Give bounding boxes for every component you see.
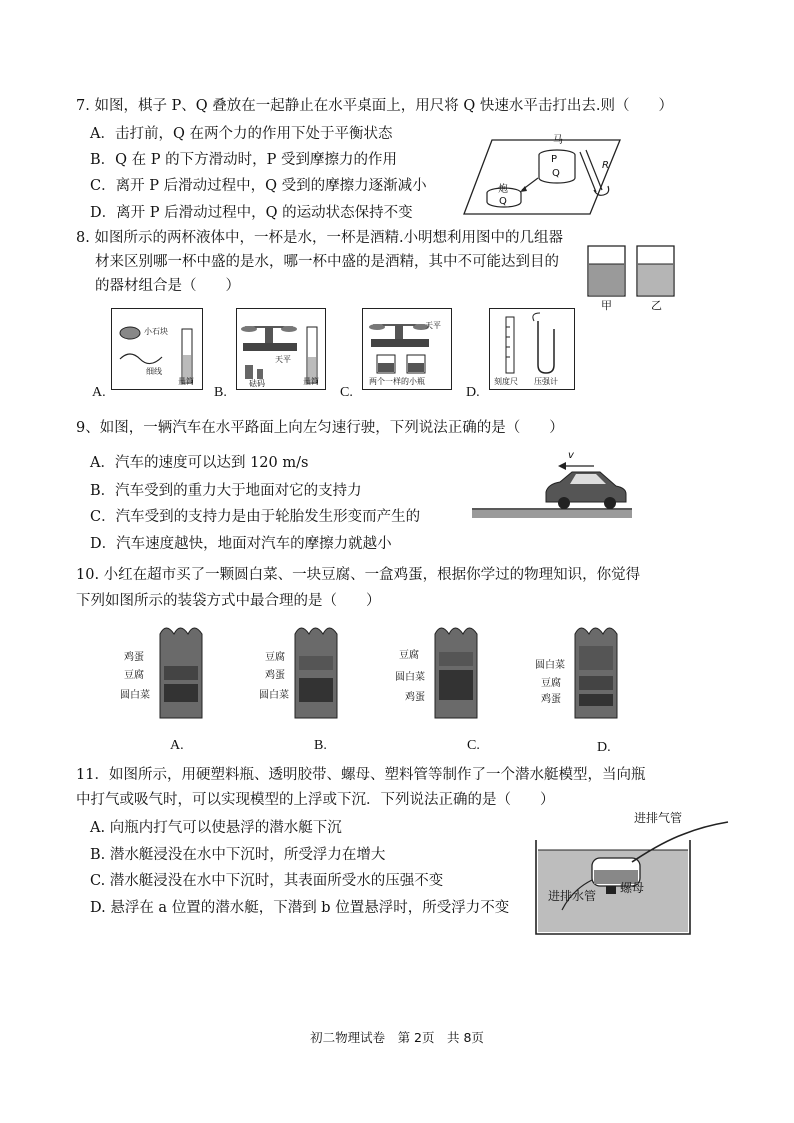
q10-stem-line1: 10. 小红在超市买了一颗圆白菜、一块豆腐、一盒鸡蛋，根据你学过的物理知识，你觉得 [76,567,641,583]
q7-option-a: A．击打前，Q 在两个力的作用下处于平衡状态 [90,126,393,142]
q10-b-label1: 豆腐 [265,652,285,663]
q10-stem-line2: 下列如图所示的装袋方式中最合理的是（ ） [76,593,381,609]
q10-option-d: D. [597,740,611,755]
q10-a-label1: 鸡蛋 [124,652,144,663]
q11-stem-line2: 中打气或吸气时，可以实现模型的上浮或下沉．下列说法正确的是（ ） [76,792,555,808]
q8-b-cylinder: 量筒 [303,377,319,386]
q11-stem-line1: 11．如图所示，用硬塑料瓶、透明胶带、螺母、塑料管等制作了一个潜水艇模型，当向瓶 [76,767,646,783]
q10-b-label2: 鸡蛋 [265,670,285,681]
q10-option-c: C. [467,738,480,753]
q8-cup-jia: 甲 [601,299,612,312]
q10-bag-a [120,622,230,722]
q10-b-label3: 圆白菜 [259,690,289,701]
q7-label-q-top: Q [552,168,560,179]
q10-c-label3: 鸡蛋 [405,692,425,703]
q8-c-bottles: 两个一样的小瓶 [369,377,425,386]
q8-c-balance: 天平 [425,321,441,330]
q11-option-c: C. 潜水艇浸没在水中下沉时，其表面所受水的压强不变 [90,873,444,889]
q10-option-a: A. [170,738,184,753]
q10-c-label1: 豆腐 [399,650,419,661]
q8-d-ruler: 刻度尺 [494,377,518,386]
q8-option-c-letter: C. [340,385,353,400]
q8-equipment-c [362,308,452,390]
q7-label-q-bottom: Q [499,196,507,207]
q7-label-cannon: 炮 [498,184,508,195]
q9-option-d: D．汽车速度越快，地面对汽车的摩擦力就越小 [90,536,392,552]
q7-stem: 7. 如图，棋子 P、Q 叠放在一起静止在水平桌面上，用尺将 Q 快速水平击打出去.则（ ） [76,98,674,114]
q10-bag-d [535,622,645,722]
q8-equipment-b [236,308,326,390]
q11-water-tube-label: 进排水管 [548,889,597,903]
q11-nut-label: 螺母 [620,881,645,895]
q10-option-b: B. [314,738,327,753]
q7-label-p: P [551,154,558,165]
q8-cup-yi: 乙 [651,299,662,312]
q8-stem-line2: 材来区别哪一杯中盛的是水，哪一杯中盛的是酒精，其中不可能达到目的 [95,254,559,270]
q8-a-stone: 小石块 [144,327,168,336]
q10-d-label2: 豆腐 [541,678,561,689]
q10-d-label3: 鸡蛋 [541,694,561,705]
q10-c-label2: 圆白菜 [395,672,425,683]
q7-option-b: B．Q 在 P 的下方滑动时，P 受到摩擦力的作用 [90,152,397,168]
q9-stem: 9、如图，一辆汽车在水平路面上向左匀速行驶，下列说法正确的是（ ） [76,420,564,436]
q7-label-horse: 马 [553,135,563,146]
q10-d-label1: 圆白菜 [535,660,565,671]
q8-a-thread: 细线 [146,367,162,376]
q7-chess-figure [462,130,622,218]
q8-a-cylinder: 量筒 [178,377,194,386]
q11-option-a: A. 向瓶内打气可以使悬浮的潜水艇下沉 [90,820,342,836]
q7-option-c: C．离开 P 后滑动过程中，Q 受到的摩擦力逐渐减小 [90,178,427,194]
q8-stem-line1: 8. 如图所示的两杯液体中，一杯是水，一杯是酒精.小明想利用图中的几组器 [76,230,564,246]
page-footer: 初二物理试卷 第 2页 共 8页 [310,1030,484,1045]
q10-bag-b [255,622,365,722]
q9-car-figure [472,448,632,520]
q11-submarine-figure [532,810,732,940]
q8-equipment-d [489,308,575,390]
q9-label-v: v [568,450,574,461]
q7-label-r: R [602,160,609,171]
q10-a-label3: 圆白菜 [120,690,150,701]
q8-stem-line3: 的器材组合是（ ） [95,278,240,294]
q7-option-d: D．离开 P 后滑动过程中，Q 的运动状态保持不变 [90,205,413,221]
q10-bag-c [395,622,505,722]
q9-option-a: A．汽车的速度可以达到 120 m/s [90,455,309,471]
q8-d-manometer: 压强计 [534,377,558,386]
q10-a-label2: 豆腐 [124,670,144,681]
q11-option-d: D. 悬浮在 a 位置的潜水艇，下潜到 b 位置悬浮时，所受浮力不变 [90,900,510,916]
q8-b-weights: 砝码 [249,379,265,388]
q8-option-d-letter: D. [466,385,480,400]
q8-cups-figure [585,240,685,315]
q8-option-b-letter: B. [214,385,227,400]
q8-option-a-letter: A. [92,385,106,400]
q11-option-b: B. 潜水艇浸没在水中下沉时，所受浮力在增大 [90,847,386,863]
q9-option-c: C．汽车受到的支持力是由于轮胎发生形变而产生的 [90,509,421,525]
q8-b-balance: 天平 [275,355,291,364]
q9-option-b: B．汽车受到的重力大于地面对它的支持力 [90,483,362,499]
q11-air-tube-label: 进排气管 [634,811,683,825]
q8-equipment-a [111,308,203,390]
